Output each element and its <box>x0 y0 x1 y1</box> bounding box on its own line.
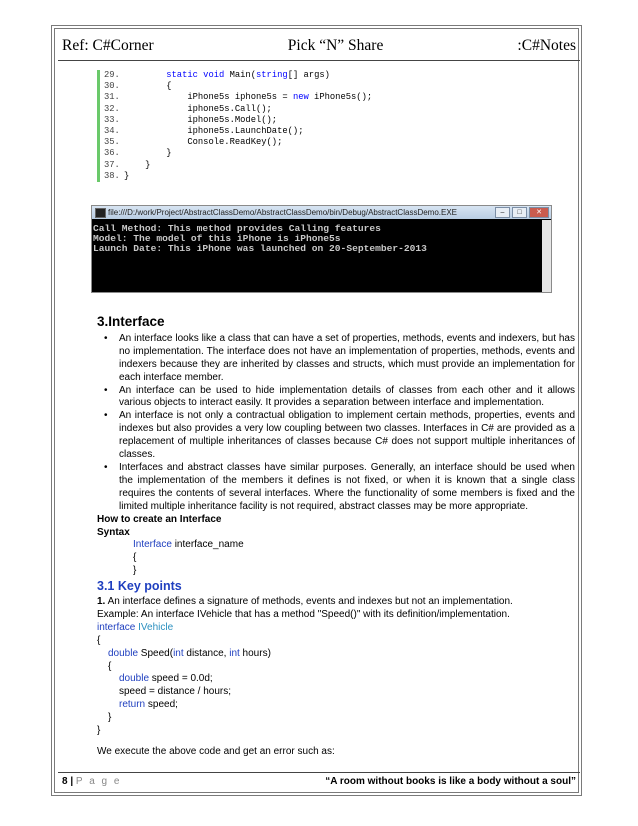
code-keyword: int <box>173 647 184 659</box>
code-line: } <box>97 725 101 737</box>
code-text: } <box>124 170 130 181</box>
code-line: speed = distance / hours; <box>119 686 232 698</box>
code-text: speed = 0.0d; <box>149 673 213 685</box>
code-row <box>100 81 400 92</box>
code-row <box>100 115 400 126</box>
code-line <box>97 699 575 712</box>
console-line: Model: The model of this iPhone is iPhone5s <box>93 233 341 244</box>
syntax-line <box>97 539 575 552</box>
code-text: } <box>124 148 172 159</box>
code-text: distance, <box>183 647 230 659</box>
footer-quote: “A room without books is like a body without a soul” <box>325 776 576 787</box>
syntax-keyword: Interface <box>133 539 172 551</box>
header-title: Pick “N” Share <box>287 37 384 54</box>
code-text: static void Main(string[] args) <box>166 70 330 80</box>
code-keyword: double <box>108 647 139 659</box>
key-point-text: An interface defines a signature of methods, events and indexes but not an implementation. <box>105 596 513 608</box>
code-row <box>100 70 400 81</box>
code-text: speed; <box>145 699 178 711</box>
code-method-line <box>97 648 575 661</box>
code-iface-line <box>97 622 575 635</box>
code-listing <box>97 70 400 182</box>
key-point-number: 1. <box>97 596 106 608</box>
page-footer <box>62 776 576 787</box>
code-keyword: int <box>229 647 240 659</box>
line-number: 34. <box>104 126 120 137</box>
code-row <box>100 160 400 171</box>
line-number: 36. <box>104 148 120 159</box>
code-row <box>100 137 400 148</box>
code-line: { <box>97 634 101 646</box>
list-item: • An interface can be used to hide implementation details of classes from each other and it allows various objects to interact easily. It provides a separation between interface and implementation. <box>97 385 575 411</box>
console-line: Call Method: This method provides Calling features <box>93 223 381 234</box>
after-text: We execute the above code and get an error such as: <box>97 746 335 757</box>
page-header <box>62 37 576 59</box>
line-number: 33. <box>104 114 120 125</box>
line-number: 31. <box>104 92 120 103</box>
console-titlebar <box>92 206 551 219</box>
code-text: iphone5s.LaunchDate(); <box>124 126 304 137</box>
code-line <box>97 673 575 686</box>
line-number: 29. <box>104 70 120 80</box>
console-line: Launch Date: This iPhone was launched on 20-September-2013 <box>93 243 427 254</box>
code-text: Speed( <box>138 647 174 659</box>
line-number: 30. <box>104 81 120 92</box>
syntax-brace-close: } <box>133 565 137 577</box>
bullet-list <box>97 333 575 514</box>
howto-heading: How to create an Interface <box>97 513 222 525</box>
code-row <box>100 148 400 159</box>
code-row <box>100 171 400 182</box>
code-text: iPhone5s iphone5s = new iPhone5s(); <box>124 92 373 103</box>
list-item: • Interfaces and abstract classes have similar purposes. Generally, an interface should be used when the implementation of the members it defines is not fixed, or when it is known that a single class requires the contents of several interfaces. Where the functionality of some members is fixed and the limited multiple inheritance facility is not required, abstract classes may be more appropriate. <box>97 462 575 514</box>
code-row <box>100 104 400 115</box>
console-window <box>91 205 552 293</box>
main-content <box>97 316 575 759</box>
header-ref: Ref: C#Corner <box>62 37 154 54</box>
code-row <box>100 92 400 103</box>
header-notes: :C#Notes <box>517 37 576 54</box>
syntax-heading: Syntax <box>97 526 130 538</box>
console-scrollbar[interactable] <box>542 220 551 292</box>
code-keyword: return <box>119 699 146 711</box>
code-keyword: double <box>119 673 150 685</box>
code-text: } <box>124 159 151 170</box>
code-keyword: interface <box>97 621 136 633</box>
line-number: 32. <box>104 103 120 114</box>
page-number: 8 | P a g e <box>62 776 122 787</box>
key-point <box>97 596 575 609</box>
subsection-title: 3.1 Key points <box>97 579 182 594</box>
console-icon <box>95 208 106 218</box>
code-text: hours) <box>239 647 271 659</box>
syntax-brace-open: { <box>133 552 137 564</box>
list-item: • An interface is not only a contractual obligation to implement certain methods, properties, events and indexes but also provides a very low coupling between two classes. Interfaces in C# are provided as a replacement of multiple inheritances of classes because C# does not support multiple inheritances of classes. <box>97 410 575 462</box>
list-item: • An interface looks like a class that can have a set of properties, methods, events and indexers, but has no implementation. The interface does not have an implementation of properties, methods, events and indexers because they are inherited by classes and structs, which must provide an implementation for each interface member. <box>97 333 575 385</box>
syntax-name: interface_name <box>171 539 244 551</box>
header-divider <box>58 60 580 61</box>
code-text: iphone5s.Call(); <box>124 103 272 114</box>
code-type-name: IVehicle <box>135 621 174 633</box>
section-title: 3.Interface <box>97 314 165 329</box>
console-title: file:///D:/work/Project/AbstractClassDemo/AbstractClassDemo/bin/Debug/AbstractClassDemo.EXE <box>108 208 458 217</box>
line-number: 38. <box>104 170 120 181</box>
code-text: Console.ReadKey(); <box>124 137 283 148</box>
footer-divider <box>58 772 580 773</box>
code-line: } <box>108 712 112 724</box>
code-text: iphone5s.Model(); <box>124 114 278 125</box>
code-text: { <box>124 81 172 92</box>
code-line: { <box>108 660 112 672</box>
line-number: 35. <box>104 137 120 148</box>
close-button[interactable]: ✕ <box>529 207 549 218</box>
line-number: 37. <box>104 159 120 170</box>
console-output <box>92 220 542 292</box>
maximize-button[interactable]: □ <box>512 207 527 218</box>
minimize-button[interactable]: – <box>495 207 510 218</box>
example-text: Example: An interface IVehicle that has a method "Speed()" with its definition/implementation. <box>97 608 510 620</box>
code-row <box>100 126 400 137</box>
